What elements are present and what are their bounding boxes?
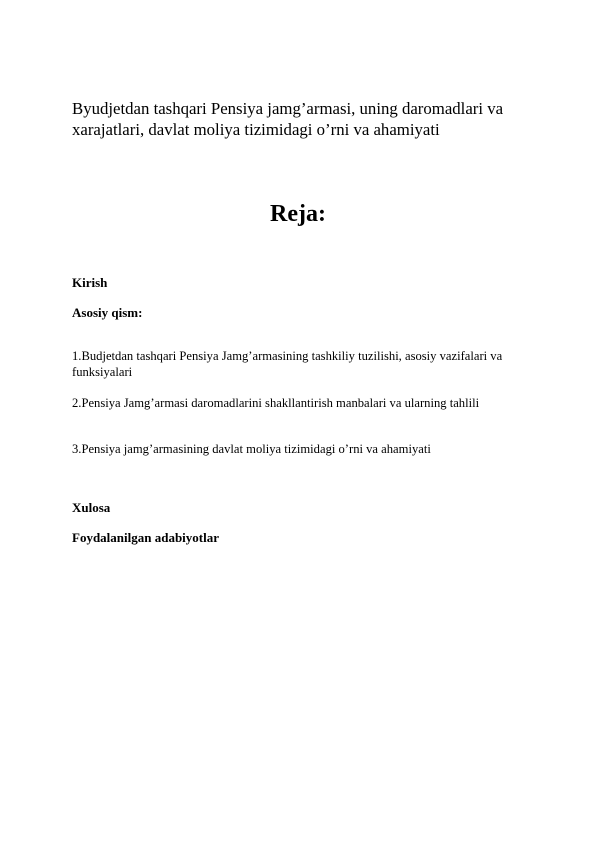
plan-item-2: 2.Pensiya Jamg’armasi daromadlarini shakllantirish manbalari va ularning tahlili	[72, 396, 480, 410]
intro-heading: Kirish	[72, 275, 108, 290]
document-title: Byudjetdan tashqari Pensiya jamg’armasi, uning daromadlari va xarajatlari, davlat moliya tizimidagi o’rni va ahamiyati	[72, 99, 504, 139]
plan-item-3: 3.Pensiya jamg’armasining davlat moliya tizimidagi o’rni va ahamiyati	[72, 442, 431, 456]
conclusion-heading: Xulosa	[72, 500, 111, 515]
references-heading: Foydalanilgan adabiyotlar	[72, 530, 219, 545]
main-part-heading: Asosiy qism:	[72, 305, 143, 320]
plan-item-1: 1.Budjetdan tashqari Pensiya Jamg’armasining tashkiliy tuzilishi, asosiy vazifalari va funksiyalari	[72, 349, 503, 379]
plan-heading: Reja:	[270, 201, 326, 227]
